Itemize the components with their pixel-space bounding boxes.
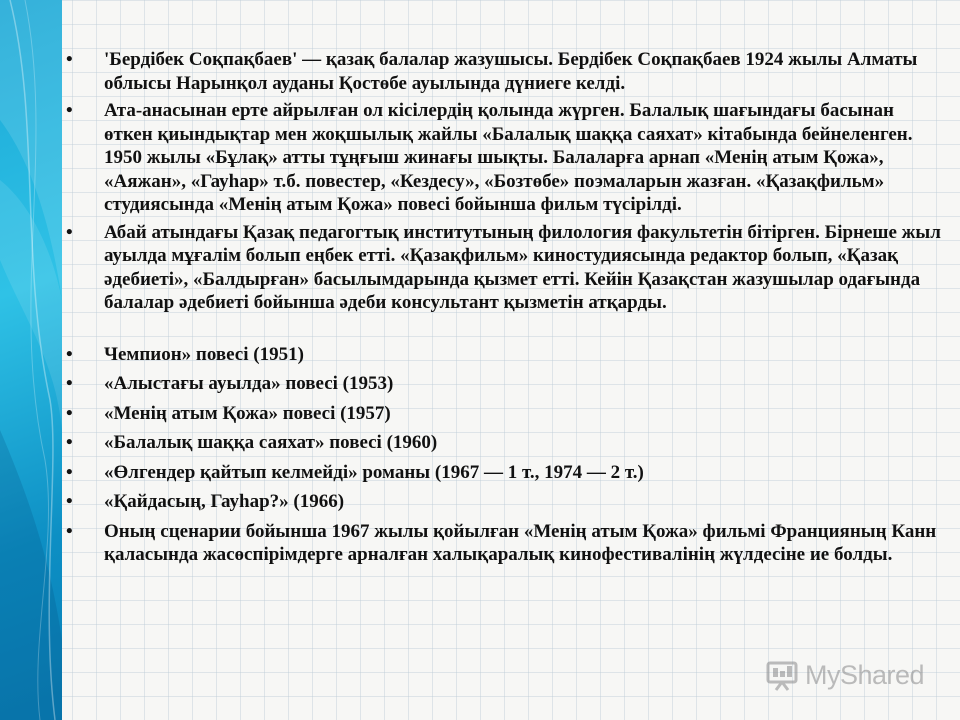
work-title: «Алыстағы ауылда» повесі (1953) [104,373,394,394]
paragraph-childhood [62,99,942,217]
paragraph-text: Ата-анасынан ерте айрылған ол кісілердің қолында жүрген. Балалық шағындағы басынан өткен қиындықтар мен жоқшылық жайлы «Балалық шаққа саяхат» кітабында бейнеленген. 1950 жылы «Бұлақ» атты тұңғыш жинағы шықты. Балаларға арнап «Менің атым Қожа», «Аяжан», «Гауһар» т.б. повестер, «Кездесу», «Бозтөбе» поэмаларын жазған. «Қазақфильм» студиясында «Менің атым Қожа» повесі бойынша фильм түсірілді. [104,100,913,215]
paragraph-biography-intro [62,48,942,95]
work-title: «Қайдасың, Гауһар?» (1966) [104,491,345,512]
work-item [62,490,942,514]
work-title: Оның сценарии бойынша 1967 жылы қойылған «Менің атым Қожа» фильмі Францияның Канн қаласында жасөспірімдерге арналған халықаралық кинофестивалінің жүлдесіне ие болды. [104,520,937,565]
bullet-dot: • [66,373,73,394]
slide-content [62,48,942,571]
decorative-side-band [0,0,62,720]
paragraph-career [62,221,942,315]
bullet-dot: • [66,49,73,70]
bullet-dot: • [66,520,73,542]
bullet-dot: • [66,461,73,483]
bullet-dot: • [66,100,73,121]
work-item [62,343,942,367]
work-title: «Балалық шаққа саяхат» повесі (1960) [104,432,438,453]
bullet-list [62,48,942,567]
bullet-dot: • [66,491,73,512]
work-item [62,402,942,426]
paragraph-text: 'Бердібек Соқпақбаев' — қазақ балалар жазушысы. Бердібек Соқпақбаев 1924 жылы Алматы облысы Нарынқол ауданы Қостөбе ауылында дүниеге келді. [104,49,918,94]
paragraph-text: Абай атындағы Қазақ педагогтық институтының филология факультетін бітірген. Бірнеше жыл ауылда мұғалім болып еңбек етті. «Қазақфильм» киностудиясында редактор болып, «Қазақ әдебиеті», «Балдырған» басылымдарында қызмет етті. Кейін Қазақстан жазушылар одағында балалар әдебиеті бойынша әдеби консультант қызметін атқарды. [104,221,941,313]
work-title: Чемпион» повесі (1951) [104,343,304,365]
bullet-dot: • [66,221,73,243]
work-item [62,431,942,455]
watermark-logo [765,655,924,695]
work-title: «Өлгендер қайтып келмейді» романы (1967 — 1 т., 1974 — 2 т.) [104,461,644,483]
work-item [62,372,942,396]
bullet-dot: • [66,402,73,424]
bullet-dot: • [66,432,73,453]
bullet-dot: • [66,343,73,365]
watermark-text: MyShared [805,659,925,690]
work-title: «Менің атым Қожа» повесі (1957) [104,402,391,424]
wave-pattern [0,0,62,720]
work-item [62,461,942,485]
work-item-film-award [62,520,942,567]
presentation-icon [765,658,799,692]
